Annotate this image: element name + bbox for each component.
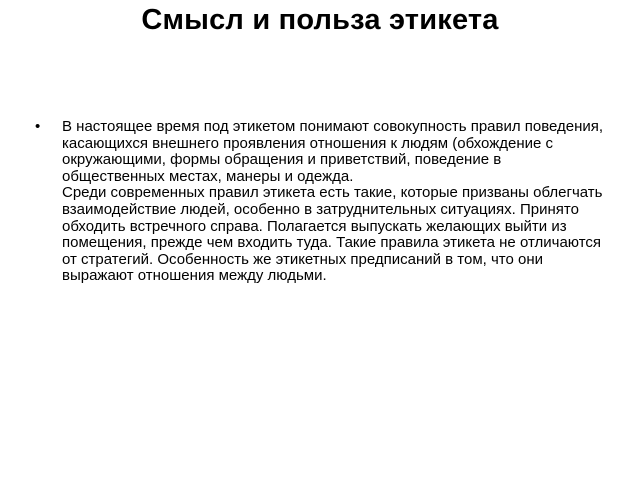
list-item: [32, 119, 608, 285]
bullet-list: [32, 119, 608, 285]
slide-title: Смысл и польза этикета: [141, 4, 499, 36]
bullet-paragraph-modern-rules: Среди современных правил этикета есть такие, которые призваны облегчать взаимодействие людей, особенно в затруднительных ситуациях. Принято обходить встречного справа. Полагается выпускать желающих выйти из помещения, прежде чем входить туда. Такие правила этикета не отличаются от стратегий. Особенность же этикетных предписаний в том, что они выражают отношения между людьми.: [62, 184, 603, 285]
bullet-paragraph-definition: В настоящее время под этикетом понимают совокупность правил поведения, касающихся внешнего проявления отношения к людям (обхождение с окружающими, формы обращения и приветствий, поведение в общественных местах, манеры и одежда.: [62, 118, 604, 185]
bullet-marker-icon: •: [35, 118, 41, 135]
